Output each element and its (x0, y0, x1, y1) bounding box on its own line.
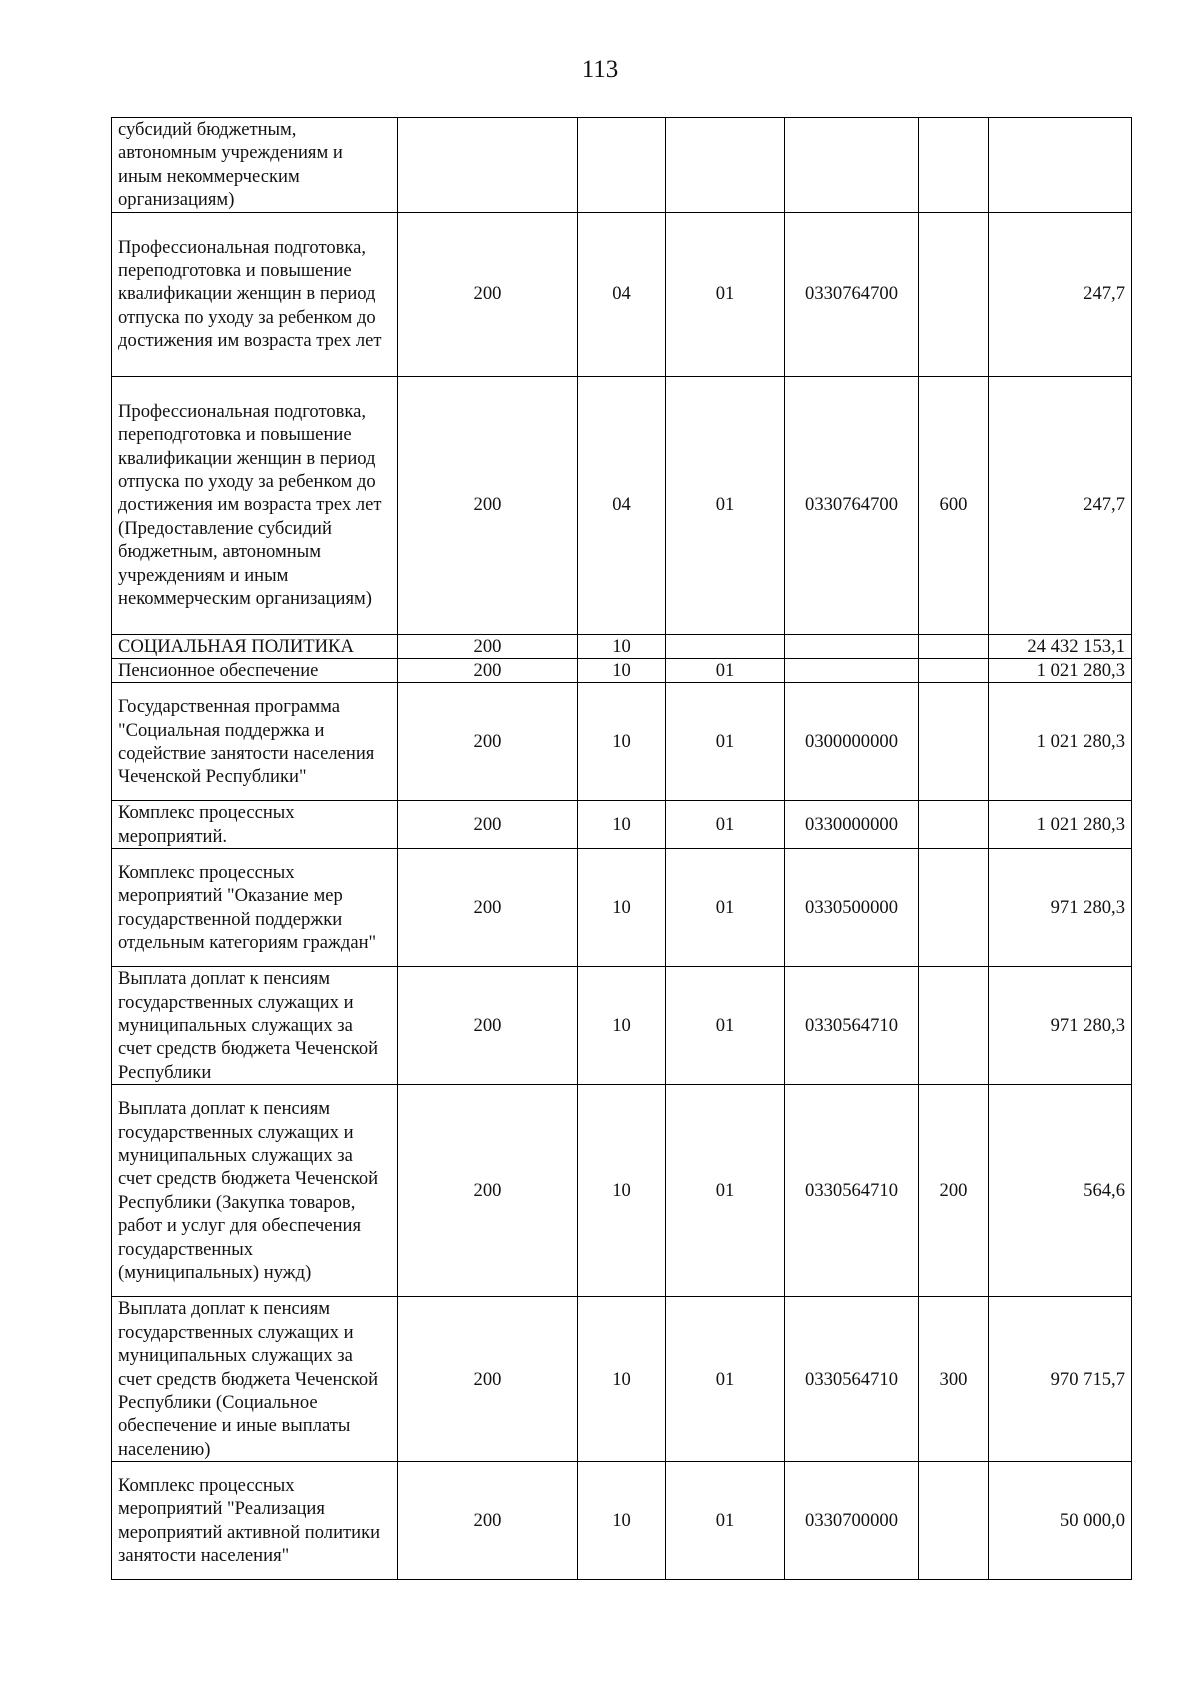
cell-expense-type (919, 634, 989, 658)
row-name: Выплата доплат к пенсиям государственных служащих и муниципальных служащих за счет средств бюджета Чеченской Республики (Закупка товаров, работ и услуг для обеспечения государственных (муниципальных) нужд) (112, 1085, 398, 1297)
budget-table (111, 117, 1132, 1580)
cell-amount: 247,7 (989, 376, 1132, 634)
row-name: Выплата доплат к пенсиям государственных служащих и муниципальных служащих за счет средств бюджета Чеченской Республики (Социальное обеспечение и иные выплаты населению) (112, 1297, 398, 1462)
cell-expense-type: 200 (919, 1085, 989, 1297)
row-name: Выплата доплат к пенсиям государственных служащих и муниципальных служащих за счет средств бюджета Чеченской Республики (112, 967, 398, 1085)
cell-expense-type (919, 683, 989, 801)
cell-target-article (785, 118, 919, 213)
table-row (112, 376, 1132, 634)
cell-section: 10 (578, 849, 666, 967)
cell-expense-type: 300 (919, 1297, 989, 1462)
cell-section: 10 (578, 683, 666, 801)
cell-expense-type (919, 118, 989, 213)
cell-subsection (666, 118, 785, 213)
cell-ministry: 200 (398, 1462, 578, 1580)
row-name: Комплекс процессных мероприятий "Реализация мероприятий активной политики занятости населения" (112, 1462, 398, 1580)
cell-ministry: 200 (398, 376, 578, 634)
cell-ministry: 200 (398, 801, 578, 849)
cell-subsection: 01 (666, 801, 785, 849)
table-row (112, 967, 1132, 1085)
cell-subsection: 01 (666, 1085, 785, 1297)
table-row (112, 659, 1132, 683)
cell-subsection: 01 (666, 659, 785, 683)
cell-ministry: 200 (398, 683, 578, 801)
cell-subsection: 01 (666, 1462, 785, 1580)
cell-subsection: 01 (666, 376, 785, 634)
cell-target-article: 0330564710 (785, 1297, 919, 1462)
cell-target-article: 0330764700 (785, 376, 919, 634)
cell-target-article: 0330000000 (785, 801, 919, 849)
table-row (112, 212, 1132, 376)
cell-amount: 247,7 (989, 212, 1132, 376)
table-row (112, 1462, 1132, 1580)
cell-target-article: 0330564710 (785, 967, 919, 1085)
cell-section: 10 (578, 801, 666, 849)
cell-ministry: 200 (398, 967, 578, 1085)
table-row (112, 849, 1132, 967)
cell-ministry: 200 (398, 849, 578, 967)
cell-amount: 971 280,3 (989, 967, 1132, 1085)
table-row (112, 118, 1132, 213)
page-number: 113 (581, 56, 619, 83)
cell-target-article: 0330700000 (785, 1462, 919, 1580)
cell-section: 04 (578, 376, 666, 634)
cell-expense-type (919, 1462, 989, 1580)
cell-expense-type (919, 849, 989, 967)
row-name: Профессиональная подготовка, переподготовка и повышение квалификации женщин в период отпуска по уходу за ребенком до достижения им возраста трех лет (Предоставление субсидий бюджетным, автономным учреждениям и иным некоммерческим организациям) (112, 376, 398, 634)
cell-target-article: 0300000000 (785, 683, 919, 801)
table-row (112, 683, 1132, 801)
cell-ministry: 200 (398, 659, 578, 683)
row-name: Комплекс процессных мероприятий. (112, 801, 398, 849)
cell-subsection (666, 634, 785, 658)
cell-subsection: 01 (666, 849, 785, 967)
cell-ministry: 200 (398, 1085, 578, 1297)
cell-amount: 970 715,7 (989, 1297, 1132, 1462)
row-name: Профессиональная подготовка, переподготовка и повышение квалификации женщин в период отпуска по уходу за ребенком до достижения им возраста трех лет (112, 212, 398, 376)
cell-amount: 1 021 280,3 (989, 801, 1132, 849)
cell-target-article: 0330564710 (785, 1085, 919, 1297)
cell-amount: 564,6 (989, 1085, 1132, 1297)
cell-subsection: 01 (666, 967, 785, 1085)
cell-section: 10 (578, 1085, 666, 1297)
row-name: Государственная программа "Социальная поддержка и содействие занятости населения Чеченской Республики" (112, 683, 398, 801)
cell-amount: 50 000,0 (989, 1462, 1132, 1580)
cell-section: 10 (578, 1462, 666, 1580)
cell-target-article (785, 659, 919, 683)
cell-section (578, 118, 666, 213)
cell-subsection: 01 (666, 683, 785, 801)
cell-ministry: 200 (398, 1297, 578, 1462)
row-name: Пенсионное обеспечение (112, 659, 398, 683)
row-name: Комплекс процессных мероприятий "Оказание мер государственной поддержки отдельным категориям граждан" (112, 849, 398, 967)
cell-expense-type (919, 212, 989, 376)
cell-section: 10 (578, 1297, 666, 1462)
cell-expense-type: 600 (919, 376, 989, 634)
cell-target-article (785, 634, 919, 658)
cell-expense-type (919, 801, 989, 849)
cell-subsection: 01 (666, 212, 785, 376)
row-name: СОЦИАЛЬНАЯ ПОЛИТИКА (112, 634, 398, 658)
cell-ministry (398, 118, 578, 213)
cell-section: 10 (578, 967, 666, 1085)
cell-target-article: 0330764700 (785, 212, 919, 376)
cell-expense-type (919, 967, 989, 1085)
cell-section: 04 (578, 212, 666, 376)
cell-subsection: 01 (666, 1297, 785, 1462)
table-row (112, 1297, 1132, 1462)
cell-amount: 971 280,3 (989, 849, 1132, 967)
cell-amount (989, 118, 1132, 213)
cell-ministry: 200 (398, 634, 578, 658)
table-row (112, 801, 1132, 849)
cell-amount: 1 021 280,3 (989, 659, 1132, 683)
table-row (112, 1085, 1132, 1297)
table-row (112, 634, 1132, 658)
cell-ministry: 200 (398, 212, 578, 376)
cell-amount: 24 432 153,1 (989, 634, 1132, 658)
cell-amount: 1 021 280,3 (989, 683, 1132, 801)
row-name: субсидий бюджетным, автономным учреждениям и иным некоммерческим организациям) (112, 118, 398, 213)
cell-section: 10 (578, 659, 666, 683)
cell-section: 10 (578, 634, 666, 658)
cell-expense-type (919, 659, 989, 683)
cell-target-article: 0330500000 (785, 849, 919, 967)
